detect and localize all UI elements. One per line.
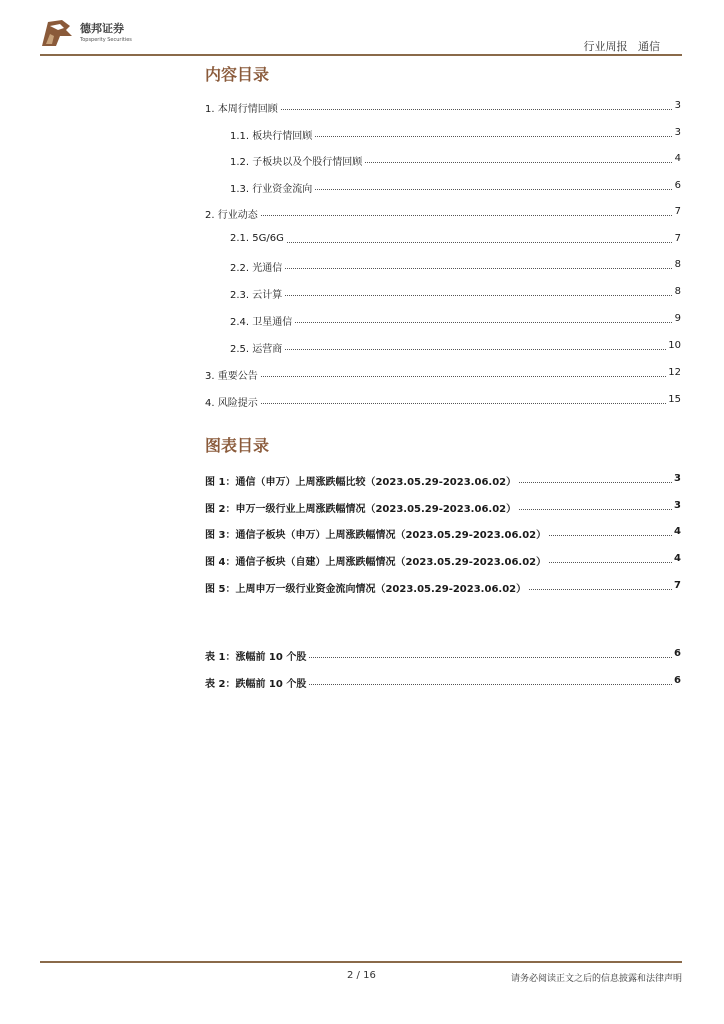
- toc-item-page: 6: [674, 180, 681, 191]
- table-item-label: 表 1：涨幅前 10 个股: [205, 648, 308, 663]
- legal-disclaimer: 请务必阅读正文之后的信息披露和法律声明: [510, 974, 682, 984]
- toc-item[interactable]: [0, 180, 724, 194]
- figure-item-page: 4: [674, 526, 681, 537]
- toc-item-page: 7: [674, 206, 681, 217]
- toc-item[interactable]: [0, 313, 724, 327]
- table-item-page: 6: [674, 648, 681, 659]
- leader-dots: [205, 215, 672, 216]
- figure-item-page: 7: [674, 580, 681, 591]
- figure-item[interactable]: [0, 553, 724, 567]
- toc-item[interactable]: [0, 153, 724, 167]
- figure-item[interactable]: [0, 473, 724, 487]
- table-item-page: 6: [674, 675, 681, 686]
- leader-dots: [230, 242, 672, 243]
- toc-item-label: 4. 风险提示: [205, 394, 260, 409]
- toc-item-page: 3: [674, 127, 681, 138]
- toc-item[interactable]: [0, 340, 724, 354]
- table-item[interactable]: [0, 675, 724, 689]
- leader-dots: [205, 403, 672, 404]
- leader-dots: [230, 349, 672, 350]
- toc-item-label: 2.4. 卫星通信: [230, 313, 294, 328]
- toc-item[interactable]: [0, 206, 724, 220]
- figure-item[interactable]: [0, 526, 724, 540]
- toc-item[interactable]: [0, 367, 724, 381]
- toc-item-label: 2.3. 云计算: [230, 286, 284, 301]
- toc-item[interactable]: [0, 100, 724, 114]
- footer-divider: [40, 961, 682, 963]
- report-type: 行业周报: [583, 40, 628, 53]
- figure-item-label: 图 2：申万一级行业上周涨跌幅情况（2023.05.29-2023.06.02）: [205, 500, 518, 515]
- figure-item-page: 3: [674, 473, 681, 484]
- toc-item-page: 7: [674, 233, 681, 244]
- toc-item-page: 10: [668, 340, 681, 351]
- figure-item[interactable]: [0, 500, 724, 514]
- toc-item[interactable]: [0, 286, 724, 300]
- figure-item-label: 图 4：通信子板块（自建）上周涨跌幅情况（2023.05.29-2023.06.02）: [205, 553, 548, 568]
- leader-dots: [230, 268, 672, 269]
- toc-item-page: 8: [674, 259, 681, 270]
- toc-item-label: 2.2. 光通信: [230, 259, 284, 274]
- toc-item-page: 4: [674, 153, 681, 164]
- toc-title: 内容目录: [205, 65, 270, 84]
- toc-item-page: 8: [674, 286, 681, 297]
- figures-title: 图表目录: [205, 436, 270, 455]
- header-divider: [40, 54, 682, 56]
- table-item[interactable]: [0, 648, 724, 662]
- figure-item-page: 3: [674, 500, 681, 511]
- brand-name: 德邦证券: [80, 22, 124, 35]
- toc-item-label: 2.5. 运营商: [230, 340, 284, 355]
- figure-item-label: 图 5：上周申万一级行业资金流向情况（2023.05.29-2023.06.02）: [205, 580, 528, 595]
- page-indicator: 2 / 16: [347, 970, 376, 981]
- figure-item[interactable]: [0, 580, 724, 594]
- toc-item-label: 1. 本周行情回顾: [205, 100, 280, 115]
- toc-item-label: 1.2. 子板块以及个股行情回顾: [230, 153, 364, 168]
- toc-item[interactable]: [0, 127, 724, 141]
- report-category: [584, 38, 661, 54]
- figure-item-page: 4: [674, 553, 681, 564]
- report-sector: 通信: [638, 40, 660, 53]
- toc-item[interactable]: [0, 233, 724, 247]
- toc-item[interactable]: [0, 394, 724, 408]
- logo-mark-icon: [40, 16, 74, 50]
- toc-item-page: 9: [674, 313, 681, 324]
- toc-item-label: 3. 重要公告: [205, 367, 260, 382]
- leader-dots: [205, 376, 672, 377]
- leader-dots: [230, 322, 672, 323]
- figure-item-label: 图 1：通信（申万）上周涨跌幅比较（2023.05.29-2023.06.02）: [205, 473, 518, 488]
- toc-item-page: 12: [668, 367, 681, 378]
- toc-item-label: 2.1. 5G/6G: [230, 233, 284, 244]
- figure-item-label: 图 3：通信子板块（申万）上周涨跌幅情况（2023.05.29-2023.06.02）: [205, 526, 548, 541]
- toc-item-page: 15: [668, 394, 681, 405]
- brand-english: Topsperity Securities: [80, 37, 132, 43]
- toc-item-page: 3: [674, 100, 681, 111]
- toc-item[interactable]: [0, 259, 724, 273]
- table-item-label: 表 2：跌幅前 10 个股: [205, 675, 308, 690]
- leader-dots: [230, 295, 672, 296]
- company-logo: [40, 16, 140, 50]
- toc-item-label: 1.3. 行业资金流向: [230, 180, 314, 195]
- toc-item-label: 1.1. 板块行情回顾: [230, 127, 314, 142]
- toc-item-label: 2. 行业动态: [205, 206, 260, 221]
